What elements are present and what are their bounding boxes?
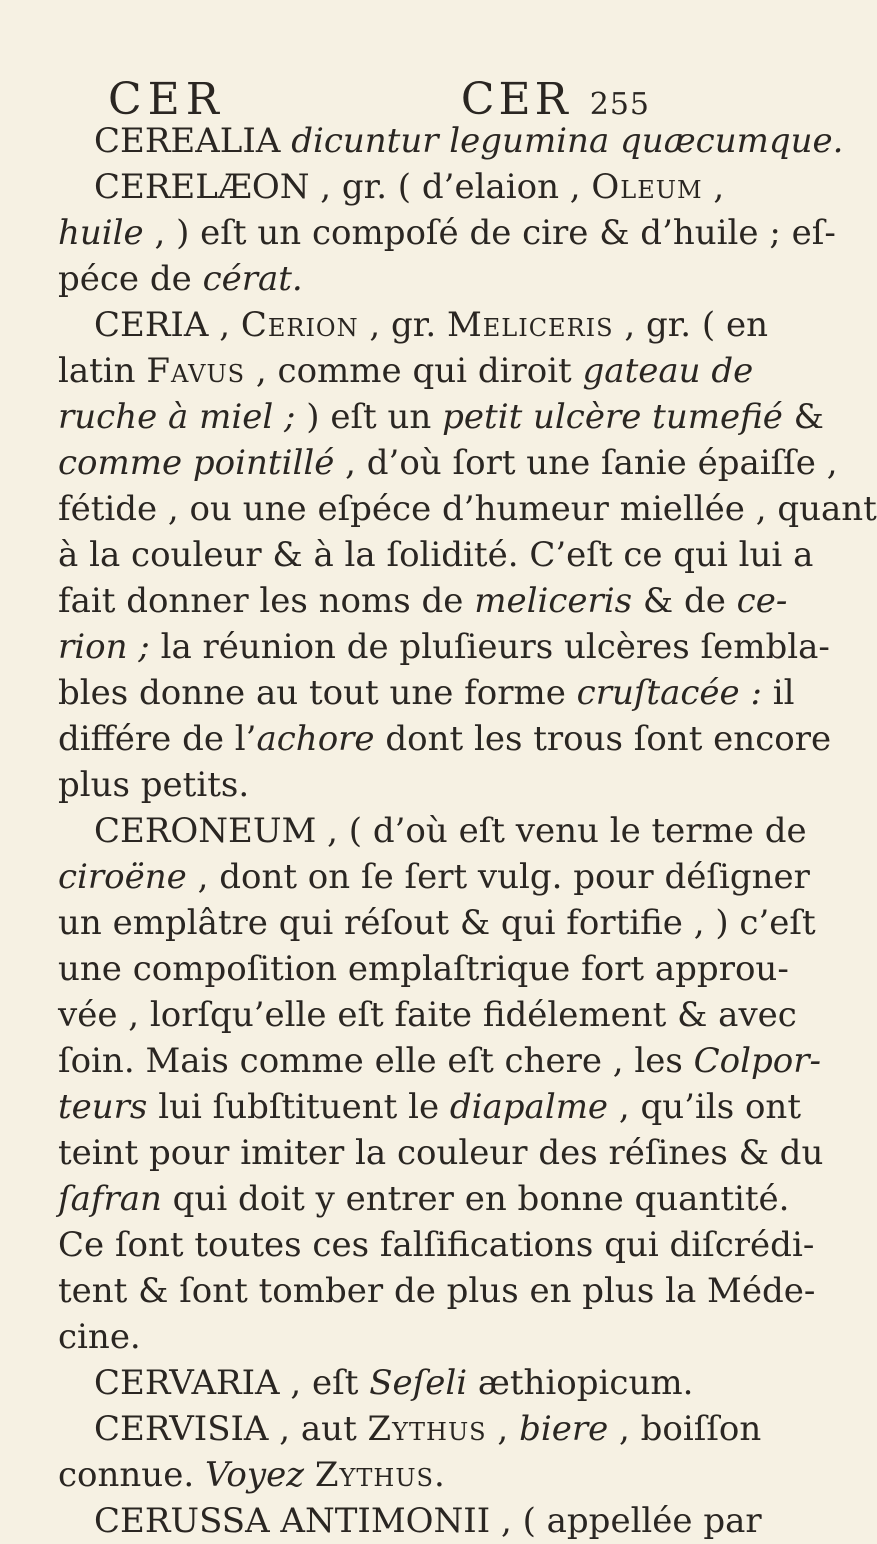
text-segment: comme pointillé [58, 443, 335, 483]
text-line [58, 900, 816, 946]
text-segment: , d’où ſort une ſanie épaiſſe , [334, 443, 838, 483]
text-line [58, 210, 836, 256]
text-line [58, 1406, 762, 1452]
text-segment: péce de [58, 259, 203, 299]
text-line [58, 440, 838, 486]
text-segment: CEREALIA [94, 121, 292, 161]
header-right-text: CER [460, 74, 572, 125]
text-line [58, 164, 725, 210]
text-segment: Colpor- [693, 1041, 822, 1081]
text-segment: Cerion [240, 305, 359, 345]
text-segment: CERUSSA ANTIMONII , ( appellée par [94, 1501, 762, 1541]
text-segment: à la couleur & à la ſolidité. C’eſt ce qui lui a [58, 535, 814, 575]
text-segment: bles donne au tout une forme [58, 673, 577, 713]
text-segment: Ce ſont toutes ces falſifications qui diſcrédi- [58, 1225, 815, 1265]
text-line [58, 624, 830, 670]
running-header [108, 74, 650, 124]
text-line [58, 394, 824, 440]
page-number: 255 [589, 87, 650, 122]
text-segment: Meliceris [446, 305, 614, 345]
text-line [58, 762, 658, 808]
text-segment: , qu’ils ont [608, 1087, 801, 1127]
text-line [58, 532, 814, 578]
text-segment: la réunion de pluſieurs ulcères ſembla- [149, 627, 830, 667]
text-segment: CERVARIA , eſt [94, 1363, 370, 1403]
text-line [58, 348, 754, 394]
text-segment: rion ; [58, 627, 150, 667]
text-segment: , ) eſt un compoſé de cire & d’huile ; eſ- [143, 213, 836, 253]
text-segment: CERONEUM , ( d’où eſt venu le terme de [94, 811, 807, 851]
text-segment: , [486, 1409, 520, 1449]
text-segment: cérat. [202, 259, 303, 299]
text-segment: qui doit y entrer en bonne quantité. [161, 1179, 790, 1219]
text-segment: , comme qui diroit [245, 351, 583, 391]
text-segment: diapalme [449, 1087, 609, 1127]
text-segment: différe de l’ [58, 719, 257, 759]
text-segment: ciroëne [58, 857, 187, 897]
text-line [58, 578, 788, 624]
text-line [58, 1360, 694, 1406]
text-line [58, 854, 810, 900]
text-segment: dont les trous ſont encore [374, 719, 832, 759]
text-segment: une compoſition emplaſtrique fort approu- [58, 949, 789, 989]
text-segment: Zythus [367, 1409, 487, 1449]
text-line [58, 486, 877, 532]
text-segment: ce- [736, 581, 788, 621]
text-segment: , gr. ( en [613, 305, 768, 345]
text-segment: fétide , ou une eſpéce d’humeur miellée , quant [58, 489, 877, 529]
text-line [58, 716, 832, 762]
text-segment: vée , lorſqu’elle eſt faite fidélement & avec [58, 995, 797, 1035]
text-line [58, 1130, 824, 1176]
text-segment: lui ſubſtituent le [147, 1087, 450, 1127]
text-segment: , dont on ſe ſert vulg. pour déſigner [186, 857, 810, 897]
header-left: CER [108, 74, 225, 125]
text-line [58, 1314, 658, 1360]
text-segment: Zythus. [314, 1455, 446, 1495]
text-segment: Oleum [591, 167, 703, 207]
text-segment: achore [256, 719, 375, 759]
text-segment: petit ulcère tumefié [442, 397, 783, 437]
text-line [58, 1452, 658, 1498]
text-segment: CERIA , [94, 305, 241, 345]
text-segment: cruſtacée : [576, 673, 762, 713]
text-segment: cine. [58, 1317, 141, 1357]
text-segment: huile [58, 213, 144, 253]
text-segment: ſoin. Mais comme elle eſt chere , les [58, 1041, 694, 1081]
text-segment: connue. [58, 1455, 205, 1495]
text-line [58, 1176, 790, 1222]
text-segment: , gr. [358, 305, 447, 345]
text-segment: & de [632, 581, 737, 621]
text-line [58, 946, 789, 992]
text-segment: CERVISIA , aut [94, 1409, 368, 1449]
text-segment: latin [58, 351, 147, 391]
text-segment: gateau de [582, 351, 754, 391]
text-segment: biere [519, 1409, 609, 1449]
text-segment: ) eſt un [295, 397, 443, 437]
text-segment: plus petits. [58, 765, 250, 805]
text-line [58, 1084, 801, 1130]
text-segment: Favus [146, 351, 246, 391]
text-line [58, 1268, 816, 1314]
text-line [58, 256, 658, 302]
text-line [58, 670, 795, 716]
text-line [58, 992, 797, 1038]
text-segment: ſafran [58, 1179, 162, 1219]
text-segment: teint pour imiter la couleur des réſines & du [58, 1133, 824, 1173]
text-segment: , boiſſon [608, 1409, 762, 1449]
text-segment: Voyez [204, 1455, 305, 1495]
text-segment: & [782, 397, 824, 437]
text-segment: tent & ſont tomber de plus en plus la Méde- [58, 1271, 816, 1311]
text-segment: , [702, 167, 725, 207]
text-segment: meliceris [474, 581, 633, 621]
text-line [58, 1498, 762, 1544]
text-segment [304, 1455, 315, 1495]
text-line [58, 1038, 822, 1084]
text-segment: CERELÆON , gr. ( d’elaion , [94, 167, 592, 207]
text-line [58, 118, 844, 164]
text-segment: un emplâtre qui réſout & qui fortifie , ) c’eſt [58, 903, 816, 943]
text-segment: æthiopicum. [467, 1363, 694, 1403]
text-segment: Seſeli [369, 1363, 468, 1403]
text-segment: fait donner les noms de [58, 581, 475, 621]
text-segment: il [761, 673, 795, 713]
text-line [58, 302, 768, 348]
text-segment: ruche à miel ; [58, 397, 296, 437]
text-segment: teurs [58, 1087, 148, 1127]
text-line [58, 808, 807, 854]
text-segment: dicuntur legumina quæcumque. [291, 121, 844, 161]
text-line [58, 1222, 815, 1268]
dictionary-entries [58, 118, 877, 1544]
